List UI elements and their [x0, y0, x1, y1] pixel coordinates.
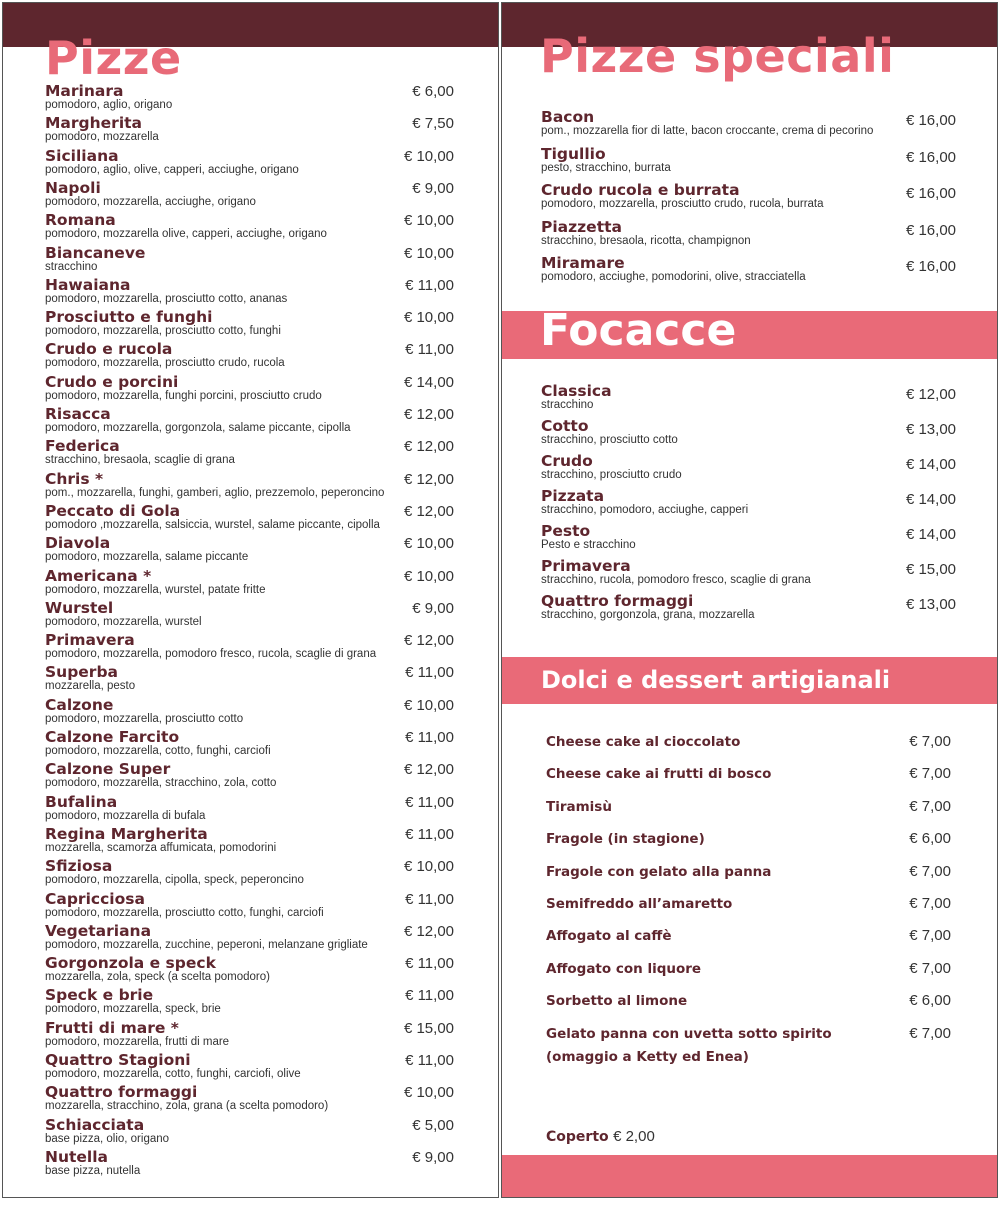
pizza-item-name: Prosciutto e funghi [45, 308, 213, 327]
pizza-item-name: Regina Margherita [45, 824, 208, 843]
pizza-speciale-item-price: € 16,00 [905, 185, 956, 202]
pizza-item [3, 341, 498, 373]
pizza-speciale-item-desc: pom., mozzarella fior di latte, bacon croccante, crema di pecorino [541, 125, 874, 137]
pizza-item [3, 1020, 498, 1052]
pizza-speciale-item [502, 146, 997, 178]
pizza-item-price: € 11,00 [405, 955, 454, 973]
pizza-item-price: € 11,00 [405, 341, 454, 359]
pizza-item-name: Risacca [45, 405, 111, 423]
focaccia-item [502, 488, 997, 520]
dolce-item-name: Tiramisù [546, 798, 612, 815]
pizze-title: Pizze [45, 31, 182, 85]
pizza-speciale-item-name: Bacon [541, 108, 595, 126]
coperto-value: € 2,00 [613, 1128, 655, 1145]
dolce-item-price: € 7,00 [909, 733, 951, 750]
dolce-item-name-line2: (omaggio a Ketty ed Enea) [546, 1048, 749, 1065]
focaccia-item [502, 418, 997, 450]
pizza-item-price: € 11,00 [405, 664, 454, 682]
pizza-item-price: € 11,00 [405, 890, 454, 908]
pizza-item-name: Wurstel [45, 598, 114, 617]
pizza-item-desc: mozzarella, stracchino, zola, grana (a scelta pomodoro) [45, 1100, 329, 1113]
pizza-item [3, 212, 498, 244]
pizza-item-name: Primavera [45, 631, 135, 650]
pizza-item-price: € 12,00 [403, 470, 454, 488]
focaccia-item [502, 558, 997, 590]
focaccia-item [502, 383, 997, 415]
pizza-item-desc: pomodoro, mozzarella, stracchino, zola, cotto [45, 777, 277, 790]
dolce-item-name: Cheese cake al cioccolato [546, 734, 741, 750]
right-column [501, 2, 998, 1198]
pizza-speciale-item-price: € 16,00 [905, 112, 956, 129]
dolce-item-price: € 7,00 [909, 765, 951, 783]
dolce-item-price: € 7,00 [909, 862, 951, 880]
dolce-item-price: € 7,00 [909, 895, 951, 912]
pizza-item-price: € 12,00 [403, 406, 454, 423]
pizza-speciale-item-price: € 16,00 [905, 258, 956, 275]
pizza-item [3, 826, 498, 858]
pizza-item-name: Calzone [45, 695, 114, 714]
pizza-item-price: € 10,00 [403, 535, 454, 553]
pizza-item-name: Siciliana [45, 146, 119, 165]
pizza-item-desc: pomodoro, mozzarella olive, capperi, acciughe, origano [45, 228, 327, 241]
pizza-item-desc: pomodoro, mozzarella, prosciutto cotto [45, 712, 244, 725]
focaccia-item-price: € 13,00 [905, 596, 956, 613]
pizza-item-desc: pomodoro, mozzarella di bufala [45, 809, 206, 822]
focaccia-item-desc: stracchino [541, 399, 594, 411]
pizza-item-name: Gorgonzola e speck [45, 954, 216, 973]
focaccia-item-name: Pizzata [541, 487, 605, 505]
pizza-item-desc: base pizza, olio, origano [45, 1132, 170, 1145]
pizza-item-desc: pomodoro, mozzarella, cotto, funghi, carciofi [45, 745, 271, 757]
focaccia-item-name: Crudo [541, 452, 593, 470]
focaccia-item-desc: stracchino, prosciutto cotto [541, 434, 678, 446]
pizza-item-price: € 11,00 [405, 987, 454, 1005]
pizza-item-desc: pomodoro, mozzarella, gorgonzola, salame piccante, cipolla [45, 422, 351, 434]
pizza-item [3, 987, 498, 1019]
pizza-item-desc: pomodoro, mozzarella, acciughe, origano [45, 195, 256, 208]
dolce-item-name: Affogato con liquore [546, 960, 702, 977]
pizza-item-name: Sfiziosa [45, 857, 113, 876]
pizza-item-desc: mozzarella, scamorza affumicata, pomodorini [45, 841, 277, 854]
pizza-speciale-item-price: € 16,00 [905, 221, 956, 239]
pizza-item [3, 309, 498, 341]
focaccia-item-desc: stracchino, gorgonzola, grana, mozzarella [541, 609, 755, 621]
focaccia-item-name: Classica [541, 382, 612, 400]
pizza-item-price: € 11,00 [405, 825, 454, 843]
pizza-item-price: € 10,00 [403, 212, 454, 230]
pizza-item [3, 148, 498, 180]
pizza-item-price: € 12,00 [403, 438, 454, 456]
pizza-item-desc: pom., mozzarella, funghi, gamberi, aglio, prezzemolo, peperoncino [45, 486, 385, 499]
pizza-item [3, 1149, 498, 1181]
focaccia-item-desc: stracchino, pomodoro, acciughe, capperi [541, 504, 749, 516]
dolce-item-name: Fragole con gelato alla panna [546, 863, 772, 880]
bottom-band [502, 1155, 997, 1198]
pizza-item-price: € 12,00 [403, 632, 454, 650]
dolce-item-price: € 7,00 [909, 797, 951, 815]
pizza-item [3, 568, 498, 600]
pizza-item-name: Romana [45, 211, 116, 230]
focaccia-item-price: € 12,00 [905, 386, 956, 403]
dolce-item-name: Sorbetto al limone [546, 993, 688, 1010]
dolce-item-price: € 7,00 [909, 1024, 951, 1042]
pizza-item-name: Marinara [45, 82, 124, 100]
pizza-item [3, 891, 498, 923]
pizze-speciali-title: Pizze speciali [540, 29, 895, 83]
pizza-item [3, 180, 498, 212]
focaccia-item-price: € 14,00 [905, 526, 956, 543]
focaccia-item [502, 593, 997, 625]
pizza-item [3, 277, 498, 309]
pizza-item [3, 632, 498, 664]
pizza-item-desc: pomodoro ,mozzarella, salsiccia, wurstel, salame piccante, cipolla [45, 518, 380, 531]
dolce-item-name: Semifreddo all’amaretto [546, 896, 733, 912]
focaccia-item [502, 453, 997, 485]
pizza-item-name: Federica [45, 437, 120, 456]
pizza-item-name: Diavola [45, 534, 111, 553]
pizza-item-price: € 11,00 [405, 1052, 454, 1069]
pizza-item [3, 697, 498, 729]
focaccia-item-price: € 13,00 [905, 421, 956, 438]
pizza-item-price: € 10,00 [403, 1084, 454, 1102]
pizza-speciale-item [502, 109, 997, 141]
pizza-item-desc: pomodoro, mozzarella, prosciutto cotto, ananas [45, 292, 288, 305]
pizza-item [3, 115, 498, 147]
pizza-item-desc: pomodoro, mozzarella, speck, brie [45, 1003, 221, 1016]
dolce-item-price: € 6,00 [909, 830, 951, 848]
pizza-item-desc: pomodoro, mozzarella, cipolla, speck, peperoncino [45, 874, 304, 887]
pizza-item-desc: pomodoro, aglio, olive, capperi, acciughe, origano [45, 163, 299, 176]
pizza-item-desc: pomodoro, mozzarella, cotto, funghi, carciofi, olive [45, 1068, 301, 1080]
pizza-item-desc: pomodoro, mozzarella, prosciutto cotto, funghi [45, 325, 281, 338]
pizza-item-name: Peccato di Gola [45, 501, 181, 520]
pizza-item-name: Calzone Farcito [45, 728, 180, 746]
pizza-item-desc: stracchino [45, 260, 98, 273]
pizza-item-desc: base pizza, nutella [45, 1164, 141, 1177]
pizza-item-desc: pomodoro, mozzarella, prosciutto cotto, funghi, carciofi [45, 906, 324, 919]
pizza-item-name: Quattro formaggi [45, 1083, 198, 1102]
pizza-item [3, 761, 498, 793]
focaccia-item-name: Cotto [541, 417, 589, 435]
pizza-speciale-item-name: Piazzetta [541, 217, 622, 236]
pizza-item-price: € 5,00 [412, 1116, 454, 1134]
pizza-item-price: € 10,00 [403, 309, 454, 327]
pizza-item-desc: stracchino, bresaola, scaglie di grana [45, 454, 235, 467]
pizza-item-price: € 11,00 [405, 729, 454, 746]
pizza-item-desc: pomodoro, mozzarella, zucchine, peperoni, melanzane grigliate [45, 938, 368, 951]
pizza-item [3, 664, 498, 696]
pizza-item-price: € 11,00 [405, 276, 454, 294]
pizza-item-name: Crudo e porcini [45, 372, 179, 391]
pizza-item-name: Schiacciata [45, 1115, 145, 1134]
pizza-speciale-item-price: € 16,00 [905, 148, 956, 166]
pizza-item [3, 374, 498, 406]
dolce-item-price: € 6,00 [909, 992, 951, 1010]
pizza-speciale-item-desc: pomodoro, acciughe, pomodorini, olive, stracciatella [541, 271, 806, 283]
pizza-item-name: Margherita [45, 114, 142, 133]
coperto [546, 1128, 655, 1146]
pizza-item-price: € 12,00 [403, 922, 454, 940]
pizza-item-desc: pomodoro, mozzarella, funghi porcini, prosciutto crudo [45, 389, 322, 402]
pizza-item-price: € 9,00 [412, 179, 454, 197]
pizze-column [2, 2, 499, 1198]
dolce-item-name: Fragole (in stagione) [546, 831, 705, 848]
pizza-item-name: Capricciosa [45, 889, 145, 908]
pizza-item-name: Napoli [45, 178, 101, 197]
dolce-item-price: € 7,00 [909, 959, 951, 977]
pizza-item [3, 794, 498, 826]
dolce-item-name: Gelato panna con uvetta sotto spirito [546, 1025, 832, 1042]
pizza-item [3, 245, 498, 277]
pizza-item [3, 1117, 498, 1149]
pizza-speciale-item-name: Crudo rucola e burrata [541, 181, 740, 199]
pizza-item-price: € 10,00 [403, 244, 454, 262]
focacce-title: Focacce [540, 305, 737, 356]
dolce-item-name: Cheese cake ai frutti di bosco [546, 766, 772, 783]
pizza-item-price: € 12,00 [403, 761, 454, 779]
pizza-item-desc: mozzarella, zola, speck (a scelta pomodoro) [45, 971, 270, 984]
pizza-item-name: Chris * [45, 469, 104, 488]
pizza-item [3, 923, 498, 955]
pizza-item-price: € 10,00 [403, 696, 454, 714]
coperto-label: Coperto [546, 1129, 609, 1145]
focaccia-item-desc: stracchino, prosciutto crudo [541, 469, 682, 481]
pizza-item-name: Superba [45, 663, 119, 682]
pizza-item [3, 729, 498, 761]
pizza-item-name: Quattro Stagioni [45, 1051, 191, 1069]
pizza-speciale-item [502, 255, 997, 287]
pizza-item-desc: pomodoro, mozzarella, frutti di mare [45, 1035, 230, 1048]
pizza-item-price: € 10,00 [403, 147, 454, 165]
pizza-speciale-item-name: Tigullio [541, 144, 606, 163]
pizza-item [3, 1084, 498, 1116]
pizza-item [3, 600, 498, 632]
focaccia-item [502, 523, 997, 555]
focaccia-item-name: Primavera [541, 557, 631, 575]
pizza-item [3, 535, 498, 567]
pizza-item [3, 406, 498, 438]
focaccia-item-desc: stracchino, rucola, pomodoro fresco, scaglie di grana [541, 574, 811, 586]
pizza-item-name: Speck e brie [45, 986, 154, 1005]
pizza-item-price: € 15,00 [403, 1019, 454, 1037]
pizza-item-name: Crudo e rucola [45, 340, 173, 359]
pizza-item-price: € 9,00 [412, 1148, 454, 1166]
pizza-item-desc: pomodoro, mozzarella, prosciutto crudo, rucola [45, 357, 285, 370]
focaccia-item-name: Pesto [541, 522, 591, 540]
dolce-item-name: Affogato al caffè [546, 928, 672, 945]
pizza-item-name: Nutella [45, 1147, 109, 1166]
pizza-item [3, 83, 498, 115]
pizza-item-desc: pomodoro, aglio, origano [45, 99, 173, 111]
pizza-speciale-item [502, 182, 997, 214]
pizza-item-price: € 12,00 [403, 502, 454, 520]
dolci-title: Dolci e dessert artigianali [541, 666, 891, 694]
pizza-item-name: Bufalina [45, 792, 118, 811]
pizza-item-name: Hawaiana [45, 275, 131, 294]
pizza-item [3, 858, 498, 890]
pizza-item-name: Biancaneve [45, 243, 146, 262]
pizza-speciale-item [502, 219, 997, 251]
pizza-item-price: € 10,00 [403, 567, 454, 585]
pizza-item-desc: pomodoro, mozzarella, salame piccante [45, 551, 249, 564]
focaccia-item-price: € 15,00 [905, 561, 956, 578]
pizza-item-price: € 7,50 [412, 115, 454, 133]
focaccia-item-price: € 14,00 [905, 491, 956, 508]
dolce-item-price: € 7,00 [909, 927, 951, 945]
pizza-item-price: € 6,00 [412, 83, 454, 100]
focaccia-item-name: Quattro formaggi [541, 592, 694, 610]
focaccia-item-desc: Pesto e stracchino [541, 539, 636, 551]
pizza-item-name: Vegetariana [45, 921, 152, 940]
pizza-item-price: € 9,00 [412, 599, 454, 617]
pizza-item-desc: pomodoro, mozzarella, pomodoro fresco, rucola, scaglie di grana [45, 648, 377, 661]
pizza-item-desc: pomodoro, mozzarella, wurstel, patate fritte [45, 583, 266, 596]
pizza-item-name: Frutti di mare * [45, 1018, 179, 1037]
pizza-item-price: € 14,00 [403, 373, 454, 391]
pizza-item-price: € 10,00 [403, 858, 454, 876]
pizza-item-desc: mozzarella, pesto [45, 680, 136, 693]
pizza-item [3, 438, 498, 470]
pizza-item [3, 955, 498, 987]
pizza-speciale-item-desc: pesto, stracchino, burrata [541, 161, 671, 174]
pizza-item-price: € 11,00 [405, 793, 454, 811]
focaccia-item-price: € 14,00 [905, 456, 956, 473]
pizza-item-name: Calzone Super [45, 760, 171, 779]
pizza-item-name: Americana * [45, 566, 152, 585]
pizza-speciale-item-name: Miramare [541, 254, 625, 272]
pizza-item [3, 471, 498, 503]
pizza-speciale-item-desc: pomodoro, mozzarella, prosciutto crudo, rucola, burrata [541, 198, 824, 210]
pizza-item [3, 1052, 498, 1084]
pizza-item-desc: pomodoro, mozzarella, wurstel [45, 615, 202, 628]
pizza-item [3, 503, 498, 535]
pizza-item-desc: pomodoro, mozzarella [45, 131, 159, 144]
pizza-speciale-item-desc: stracchino, bresaola, ricotta, champignon [541, 234, 751, 247]
